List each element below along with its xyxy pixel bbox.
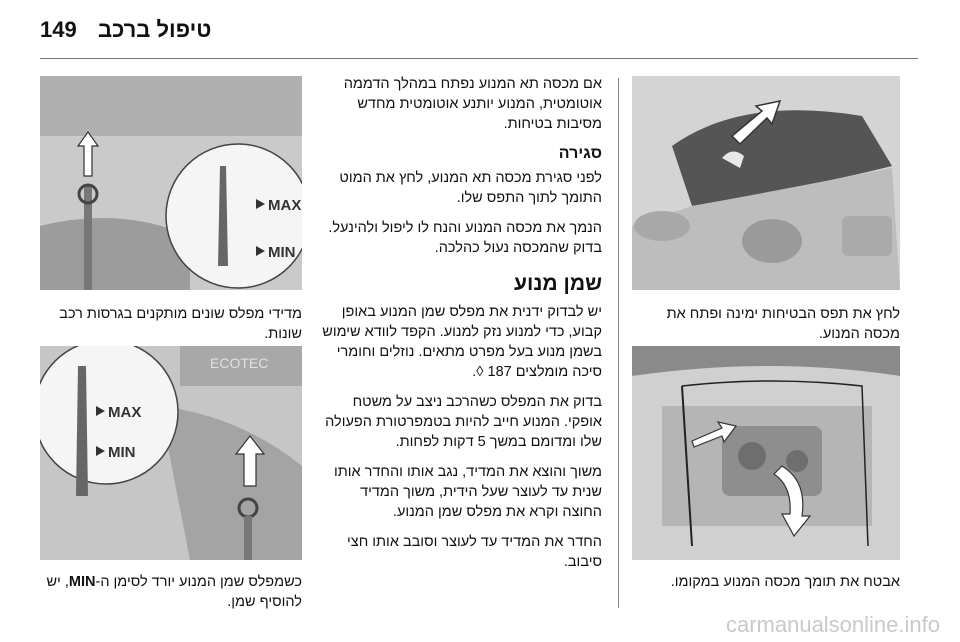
page-number: 149 — [40, 17, 77, 42]
page-reference[interactable]: 187 ◊. — [472, 364, 512, 380]
closing-paragraph-1: לפני סגירת מכסה תא המנוע, לחץ את המוט התומך לתוך התפס שלו. — [339, 170, 602, 206]
header-divider — [40, 58, 918, 59]
min-mark-caption — [40, 572, 302, 612]
oil-paragraph-1-text: יש לבדוק ידנית את מפלס שמן המנוע באופן קבוע, כדי למנוע נזק למנוע. הקפד לוודא שימוש בשמן מנוע בעל מפרט מתאים. נוזלים וחומרי סיכה מומלצים — [322, 304, 602, 380]
dipstick-variants-caption: מדידי מפלס שונים מותקנים בגרסות רכב שונות. — [59, 306, 302, 342]
closing-heading: סגירה — [558, 145, 602, 162]
hood-opening-figure — [632, 76, 900, 290]
oil-paragraph-4: החדר את המדיד עד לעוצר וסובב אותו חצי סיבוב. — [347, 534, 602, 570]
oil-paragraph-2: בדוק את המפלס כשהרכב ניצב על משטח אופקי. המנוע חייב להיות בטמפרטורת הפעולה שלו ומדומם במשך 5 דקות לפחות. — [325, 394, 602, 450]
watermark: carmanualsonline.info — [725, 612, 940, 637]
max-label: MAX — [268, 197, 302, 214]
hood-support-figure — [632, 346, 900, 560]
page-title: טיפול ברכב — [98, 17, 212, 42]
oil-paragraph-1 — [318, 302, 602, 382]
oil-paragraph-3: משוך והוצא את המדיד, נגב אותו והחדר אותו שנית עד לעוצר שעל הידית, משוך המדיד החוצה וקרא את מפלס שמן המנוע. — [333, 464, 602, 520]
oil-section — [318, 74, 602, 582]
min-label: MIN — [268, 244, 296, 261]
svg-text:ECOTEC: ECOTEC — [210, 355, 269, 371]
max-label: MAX — [108, 404, 142, 421]
column-divider — [618, 78, 619, 608]
min-label: MIN — [108, 444, 136, 461]
min-caption-pre: כשמפלס שמן המנוע יורד לסימן ה- — [95, 574, 302, 590]
dipstick-figure-2 — [40, 346, 302, 560]
auto-stop-note: אם מכסה תא המנוע נפתח במהלך הדממה אוטומטית, המנוע יותנע אוטומטית מחדש מסיבות בטיחות. — [343, 76, 602, 132]
dipstick-figure-1 — [40, 76, 302, 290]
hood-support-caption: אבטח את תומך מכסה המנוע במקומו. — [670, 574, 900, 590]
min-caption-post: , יש להוסיף שמן. — [46, 574, 302, 610]
engine-oil-heading: שמן מנוע — [514, 272, 602, 295]
closing-paragraph-2: הנמך את מכסה המנוע והנח לו ליפול ולהינעל. בדוק שהמכסה נעול כהלכה. — [328, 220, 602, 256]
hood-release-caption: לחץ את תפס הבטיחות ימינה ופתח את מכסה המנוע. — [666, 306, 900, 342]
min-caption-mark: MIN — [68, 574, 96, 590]
